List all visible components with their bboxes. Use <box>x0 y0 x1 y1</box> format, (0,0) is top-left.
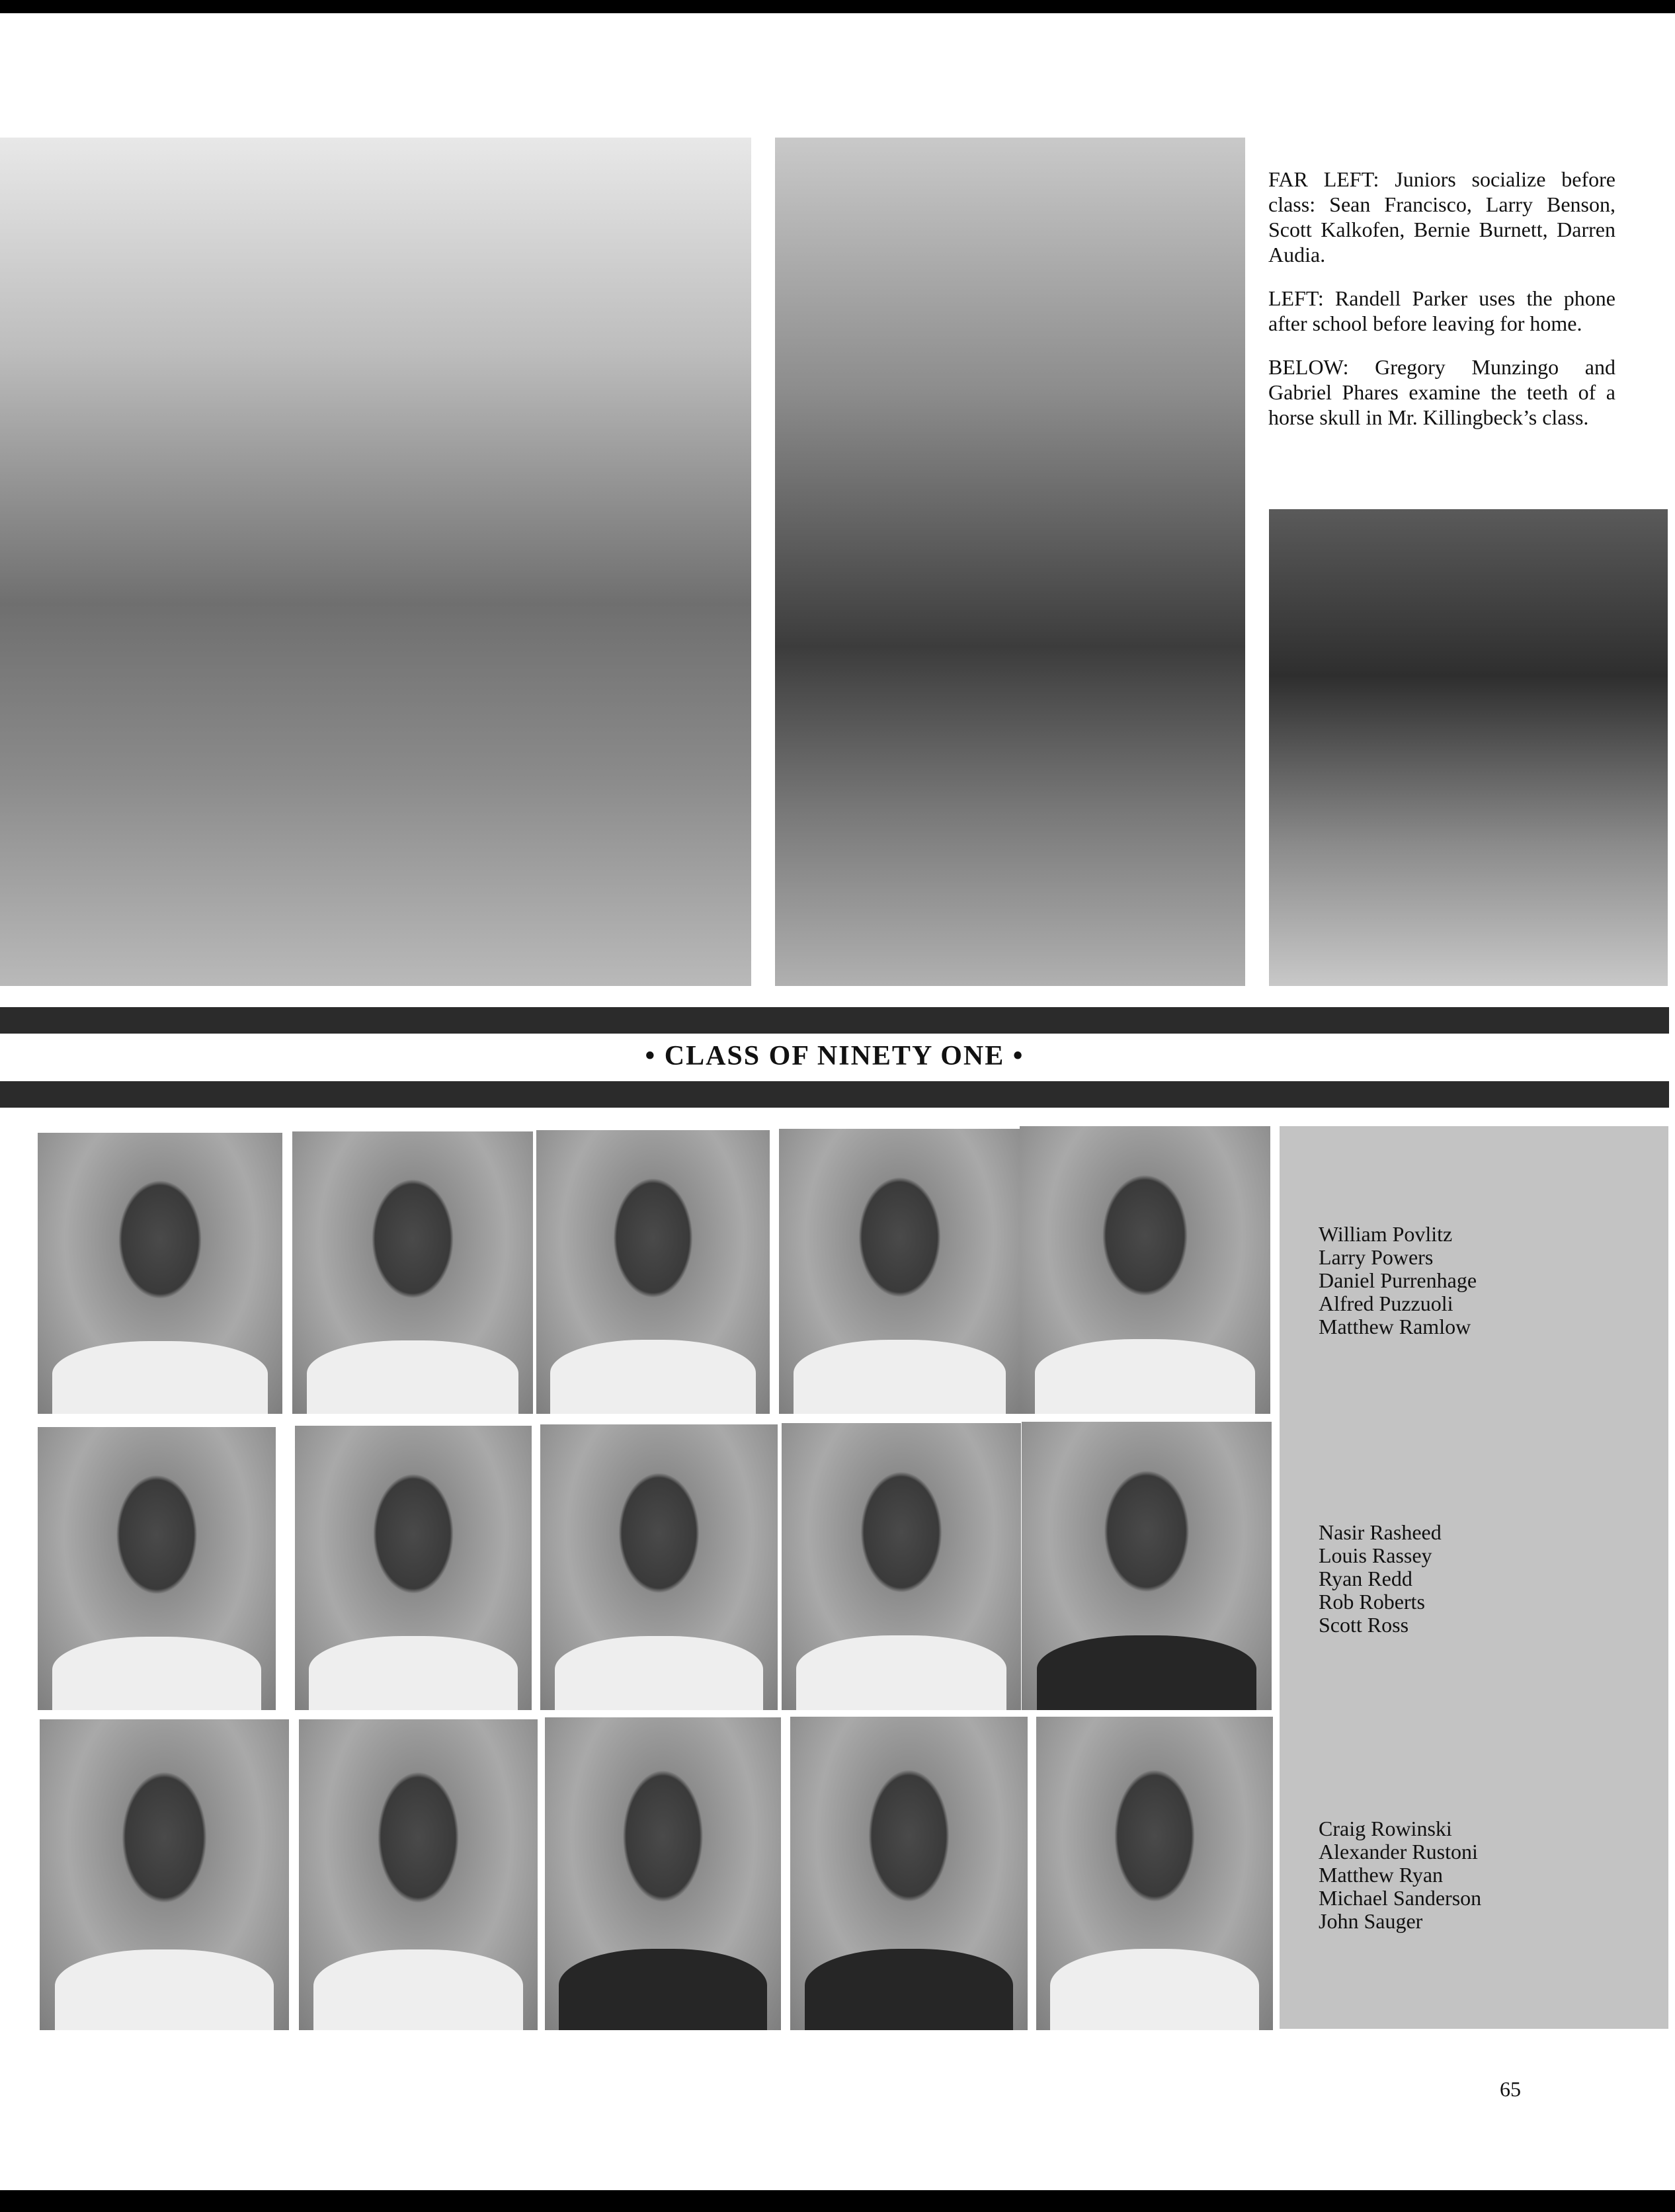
student-name: John Sauger <box>1319 1909 1423 1933</box>
portrait-photo <box>1036 1717 1273 2030</box>
photo-captions <box>1268 167 1615 448</box>
portrait-photo <box>545 1717 781 2030</box>
portrait-photo <box>536 1130 770 1414</box>
student-name: Matthew Ryan <box>1319 1863 1444 1887</box>
portrait-photo <box>790 1717 1028 2030</box>
student-name: Rob Roberts <box>1319 1590 1425 1614</box>
student-name: Ryan Redd <box>1319 1567 1412 1590</box>
student-name: Larry Powers <box>1319 1245 1434 1269</box>
names-row-1 <box>1319 1223 1596 1338</box>
portrait-photo <box>782 1423 1021 1710</box>
horse-skull-class-photo <box>1269 509 1668 986</box>
caption-below: BELOW: Gregory Munzingo and Gabriel Phares examine the teeth of a horse skull in Mr. Killingbeck’s class. <box>1268 355 1615 429</box>
portrait-photo <box>1020 1126 1270 1414</box>
student-name: Alexander Rustoni <box>1319 1840 1478 1864</box>
names-row-3 <box>1319 1817 1596 1933</box>
portrait-photo <box>779 1129 1020 1414</box>
section-band-bottom <box>0 1081 1669 1108</box>
student-name: Matthew Ramlow <box>1319 1315 1471 1338</box>
student-name: William Povlitz <box>1319 1222 1453 1246</box>
student-name: Nasir Rasheed <box>1319 1520 1442 1544</box>
portrait-photo <box>292 1131 533 1414</box>
student-name: Michael Sanderson <box>1319 1886 1482 1910</box>
portrait-photo <box>540 1424 778 1710</box>
caption-left: LEFT: Randell Parker uses the phone after school before leaving for home. <box>1268 286 1615 335</box>
portrait-photo <box>40 1719 289 2030</box>
caption-far-left: FAR LEFT: Juniors socialize before class: Sean Francisco, Larry Benson, Scott Kalkofen, Bernie Burnett, Darren Audia. <box>1268 167 1615 266</box>
student-name: Daniel Purrenhage <box>1319 1268 1477 1292</box>
portrait-photo <box>295 1426 532 1710</box>
student-name: Craig Rowinski <box>1319 1817 1452 1840</box>
juniors-socializing-photo <box>0 138 751 986</box>
section-title: • CLASS OF NINETY ONE • <box>645 1041 1024 1071</box>
top-border <box>0 0 1675 13</box>
bottom-border <box>0 2190 1675 2212</box>
section-band-top <box>0 1007 1669 1034</box>
student-name: Scott Ross <box>1319 1613 1409 1637</box>
portrait-photo <box>38 1427 276 1710</box>
student-name: Louis Rassey <box>1319 1543 1432 1567</box>
phone-booth-photo <box>775 138 1245 986</box>
student-name: Alfred Puzzuoli <box>1319 1291 1453 1315</box>
page-number: 65 <box>1500 2077 1521 2101</box>
portrait-photo <box>38 1133 282 1414</box>
portrait-photo <box>1022 1422 1272 1710</box>
portrait-photo <box>299 1719 538 2030</box>
names-row-2 <box>1319 1521 1596 1637</box>
